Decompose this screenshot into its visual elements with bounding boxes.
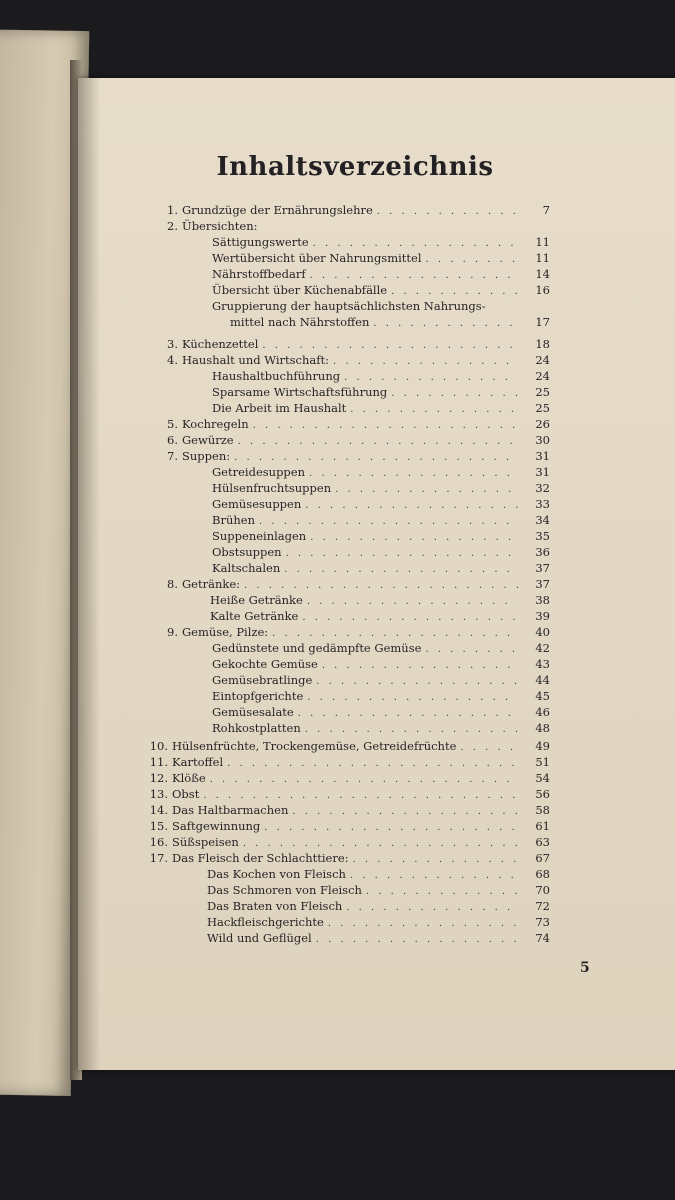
toc-entry-number: 14. bbox=[149, 803, 168, 817]
toc-subentry bbox=[212, 234, 550, 250]
toc-subentry bbox=[212, 368, 550, 384]
toc-entry-number: 17. bbox=[149, 851, 168, 865]
toc-subentry bbox=[230, 314, 550, 330]
toc-page-number: 74 bbox=[535, 931, 550, 945]
toc-entry-title: Gekochte Gemüse bbox=[212, 657, 318, 671]
toc-subentry bbox=[212, 480, 550, 496]
toc-page-number: 25 bbox=[535, 385, 550, 399]
dot-leader bbox=[259, 514, 518, 528]
toc-entry bbox=[148, 850, 550, 866]
toc-entry-number: 12. bbox=[149, 771, 168, 785]
dot-leader bbox=[210, 772, 518, 786]
dot-leader bbox=[305, 498, 518, 512]
page-title: Inhaltsverzeichnis bbox=[216, 152, 494, 182]
toc-page-number: 25 bbox=[535, 401, 550, 415]
dot-leader bbox=[307, 594, 518, 608]
dot-leader bbox=[310, 268, 518, 282]
dot-leader bbox=[377, 204, 518, 218]
toc-entry-title: Saftgewinnung bbox=[172, 819, 261, 833]
toc-entry bbox=[158, 352, 550, 368]
toc-entry-title: Hackfleischgerichte bbox=[207, 915, 324, 929]
toc-subentry bbox=[207, 914, 550, 930]
toc-page-number: 16 bbox=[535, 283, 550, 297]
toc-entry-title: mittel nach Nährstoffen bbox=[230, 315, 370, 329]
toc-subentry bbox=[212, 496, 550, 512]
toc-entry-number: 7. bbox=[167, 449, 178, 463]
toc-page-number: 30 bbox=[535, 433, 550, 447]
toc-entry-title: Die Arbeit im Haushalt bbox=[212, 401, 347, 415]
toc-page-number: 49 bbox=[535, 739, 550, 753]
toc-entry bbox=[158, 432, 550, 448]
toc-entry-title: Rohkostplatten bbox=[212, 721, 301, 735]
toc-page-number: 26 bbox=[535, 417, 550, 431]
toc-entry-title: Nährstoffbedarf bbox=[212, 267, 306, 281]
toc-page-number: 39 bbox=[535, 609, 550, 623]
toc-entry-title: Gemüsesalate bbox=[212, 705, 294, 719]
toc-page-number: 18 bbox=[535, 337, 550, 351]
toc-page-number: 11 bbox=[535, 235, 550, 249]
dot-leader bbox=[344, 370, 518, 384]
toc-entry-title: Hülsenfrüchte, Trockengemüse, Getreidefrüchte bbox=[172, 739, 457, 753]
toc-subentry bbox=[212, 384, 550, 400]
toc-entry-number: 10. bbox=[149, 739, 168, 753]
dot-leader bbox=[460, 740, 518, 754]
toc-entry-title: Obstsuppen bbox=[212, 545, 282, 559]
toc-entry-number: 13. bbox=[149, 787, 168, 801]
dot-leader bbox=[244, 578, 518, 592]
dot-leader bbox=[203, 788, 518, 802]
toc-page-number: 46 bbox=[535, 705, 550, 719]
toc-entry-number: 1. bbox=[167, 203, 178, 217]
toc-subentry bbox=[210, 592, 550, 608]
toc-page-number: 24 bbox=[535, 353, 550, 367]
dot-leader bbox=[284, 562, 518, 576]
dot-leader bbox=[322, 658, 518, 672]
toc-entry bbox=[158, 576, 550, 592]
toc-entry-title: Das Haltbarmachen bbox=[172, 803, 289, 817]
toc-entry bbox=[158, 336, 550, 352]
dot-leader bbox=[305, 722, 518, 736]
dot-leader bbox=[243, 836, 518, 850]
dot-leader bbox=[425, 642, 518, 656]
toc-entry-title: Grundzüge der Ernährungslehre bbox=[182, 203, 373, 217]
toc-entry-title: Gemüsesuppen bbox=[212, 497, 302, 511]
toc-page-number: 43 bbox=[535, 657, 550, 671]
toc-entry-title: Küchenzettel bbox=[182, 337, 259, 351]
toc-entry-title: Das Fleisch der Schlachttiere: bbox=[172, 851, 349, 865]
dot-leader bbox=[238, 434, 518, 448]
toc-entry-title: Kochregeln bbox=[182, 417, 249, 431]
toc-subentry bbox=[212, 640, 550, 656]
toc-page-number: 37 bbox=[535, 577, 550, 591]
toc-page-number: 38 bbox=[535, 593, 550, 607]
toc-entry-title: Kalte Getränke bbox=[210, 609, 299, 623]
toc-page-number: 70 bbox=[535, 883, 550, 897]
toc-entry bbox=[148, 834, 550, 850]
toc-subentry bbox=[212, 656, 550, 672]
toc-entry-title: Suppeneinlagen bbox=[212, 529, 307, 543]
toc-entry bbox=[148, 818, 550, 834]
dot-leader bbox=[264, 820, 518, 834]
toc-page-number: 67 bbox=[535, 851, 550, 865]
toc-page-number: 73 bbox=[535, 915, 550, 929]
toc-entry bbox=[148, 738, 550, 754]
dot-leader bbox=[234, 450, 518, 464]
toc-entry-title: Gedünstete und gedämpfte Gemüse bbox=[212, 641, 422, 655]
toc-subentry bbox=[212, 400, 550, 416]
toc-entry-title: Kartoffel bbox=[172, 755, 224, 769]
toc-entry-number: 15. bbox=[149, 819, 168, 833]
toc-subentry bbox=[212, 560, 550, 576]
toc-entry bbox=[158, 448, 550, 464]
toc-page-number: 51 bbox=[535, 755, 550, 769]
toc-entry bbox=[158, 202, 550, 218]
page-number: 5 bbox=[580, 960, 590, 976]
toc-page-number: 35 bbox=[535, 529, 550, 543]
toc-entry bbox=[158, 624, 550, 640]
dot-leader bbox=[253, 418, 518, 432]
toc-entry-title: Obst bbox=[172, 787, 200, 801]
toc-page-number: 31 bbox=[535, 449, 550, 463]
toc-entry-title: Hülsenfruchtsuppen bbox=[212, 481, 332, 495]
dot-leader bbox=[391, 284, 518, 298]
toc-page-number: 33 bbox=[535, 497, 550, 511]
toc-page-number: 14 bbox=[535, 267, 550, 281]
dot-leader bbox=[272, 626, 518, 640]
toc-entry bbox=[158, 416, 550, 432]
toc-page-number: 24 bbox=[535, 369, 550, 383]
toc-entry-number: 3. bbox=[167, 337, 178, 351]
toc-subentry bbox=[212, 298, 550, 314]
toc-entry-title: Gewürze bbox=[182, 433, 234, 447]
toc-page-number: 34 bbox=[535, 513, 550, 527]
toc-entry-number: 16. bbox=[149, 835, 168, 849]
toc-entry bbox=[148, 802, 550, 818]
toc-subentry bbox=[212, 704, 550, 720]
toc-entry-title: Haushaltbuchführung bbox=[212, 369, 341, 383]
toc-page-number: 48 bbox=[535, 721, 550, 735]
toc-subentry bbox=[212, 464, 550, 480]
toc-entry-number: 11. bbox=[149, 755, 168, 769]
toc-subentry bbox=[212, 544, 550, 560]
toc-subentry bbox=[212, 250, 550, 266]
toc-subentry bbox=[212, 528, 550, 544]
toc-entry-title: Sparsame Wirtschaftsführung bbox=[212, 385, 388, 399]
toc-entry-title: Suppen: bbox=[182, 449, 231, 463]
toc-page-number: 68 bbox=[535, 867, 550, 881]
toc-page-number: 56 bbox=[535, 787, 550, 801]
dot-leader bbox=[426, 252, 518, 266]
dot-leader bbox=[335, 482, 518, 496]
toc-subentry bbox=[207, 898, 550, 914]
toc-page-number: 61 bbox=[535, 819, 550, 833]
toc-entry-title: Getreidesuppen bbox=[212, 465, 306, 479]
toc-subentry bbox=[212, 672, 550, 688]
toc-entry-title: Das Braten von Fleisch bbox=[207, 899, 343, 913]
toc-entry-title: Klöße bbox=[172, 771, 206, 785]
toc-entry-title: Das Kochen von Fleisch bbox=[207, 867, 346, 881]
toc-subentry bbox=[207, 866, 550, 882]
toc-subentry bbox=[207, 930, 550, 946]
dot-leader bbox=[333, 354, 518, 368]
dot-leader bbox=[391, 386, 518, 400]
dot-leader bbox=[302, 610, 518, 624]
toc-subentry bbox=[212, 512, 550, 528]
toc-entry-number: 2. bbox=[167, 219, 178, 233]
toc-entry-title: Gemüse, Pilze: bbox=[182, 625, 269, 639]
toc-subentry bbox=[207, 882, 550, 898]
toc-entry-title: Übersicht über Küchenabfälle bbox=[212, 283, 388, 297]
toc-page-number: 42 bbox=[535, 641, 550, 655]
toc-entry bbox=[148, 754, 550, 770]
dot-leader bbox=[316, 932, 518, 946]
toc-page-number: 37 bbox=[535, 561, 550, 575]
toc-entry-title: Kaltschalen bbox=[212, 561, 281, 575]
toc-page-number: 36 bbox=[535, 545, 550, 559]
toc-entry bbox=[148, 770, 550, 786]
toc-page-number: 54 bbox=[535, 771, 550, 785]
dot-leader bbox=[346, 900, 518, 914]
toc-entry-title: Gruppierung der hauptsächlichsten Nahrungs- bbox=[212, 299, 486, 313]
dot-leader bbox=[353, 852, 518, 866]
dot-leader bbox=[298, 706, 518, 720]
dot-leader bbox=[313, 236, 518, 250]
toc-subentry bbox=[212, 688, 550, 704]
toc-entry-number: 8. bbox=[167, 577, 178, 591]
toc-page-number: 63 bbox=[535, 835, 550, 849]
dot-leader bbox=[373, 316, 518, 330]
toc-entry-number: 5. bbox=[167, 417, 178, 431]
dot-leader bbox=[350, 868, 518, 882]
toc-entry-number: 9. bbox=[167, 625, 178, 639]
toc-entry-title: Wild und Geflügel bbox=[207, 931, 312, 945]
toc-subentry bbox=[212, 720, 550, 736]
dot-leader bbox=[350, 402, 518, 416]
toc-page-number: 58 bbox=[535, 803, 550, 817]
toc-entry-title: Wertübersicht über Nahrungsmittel bbox=[212, 251, 422, 265]
toc-entry bbox=[158, 218, 550, 234]
toc-page-number: 7 bbox=[542, 203, 550, 217]
toc-entry-title: Brühen bbox=[212, 513, 255, 527]
toc-subentry bbox=[210, 608, 550, 624]
toc-page-number: 17 bbox=[535, 315, 550, 329]
toc-entry-title: Übersichten: bbox=[182, 219, 258, 233]
dot-leader bbox=[316, 674, 518, 688]
dot-leader bbox=[366, 884, 518, 898]
toc-entry-title: Haushalt und Wirtschaft: bbox=[182, 353, 330, 367]
toc-entry-title: Getränke: bbox=[182, 577, 241, 591]
toc-entry-title: Süßspeisen bbox=[172, 835, 239, 849]
toc-page-number: 40 bbox=[535, 625, 550, 639]
toc-entry-number: 6. bbox=[167, 433, 178, 447]
toc-page-number: 44 bbox=[535, 673, 550, 687]
dot-leader bbox=[292, 804, 518, 818]
toc-subentry bbox=[212, 282, 550, 298]
toc-entry-title: Eintopfgerichte bbox=[212, 689, 304, 703]
dot-leader bbox=[310, 530, 518, 544]
toc-entry-title: Heiße Getränke bbox=[210, 593, 303, 607]
dot-leader bbox=[286, 546, 518, 560]
toc-entry-title: Das Schmoren von Fleisch bbox=[207, 883, 362, 897]
toc-page-number: 32 bbox=[535, 481, 550, 495]
toc-entry-title: Sättigungswerte bbox=[212, 235, 309, 249]
dot-leader bbox=[328, 916, 518, 930]
toc-page-number: 31 bbox=[535, 465, 550, 479]
toc-entry-number: 4. bbox=[167, 353, 178, 367]
toc-page-number: 72 bbox=[535, 899, 550, 913]
dot-leader bbox=[262, 338, 518, 352]
toc-page-number: 45 bbox=[535, 689, 550, 703]
toc-page-number: 11 bbox=[535, 251, 550, 265]
dot-leader bbox=[307, 690, 518, 704]
toc-entry bbox=[148, 786, 550, 802]
toc-subentry bbox=[212, 266, 550, 282]
dot-leader bbox=[227, 756, 518, 770]
toc-entry-title: Gemüsebratlinge bbox=[212, 673, 313, 687]
dot-leader bbox=[309, 466, 518, 480]
